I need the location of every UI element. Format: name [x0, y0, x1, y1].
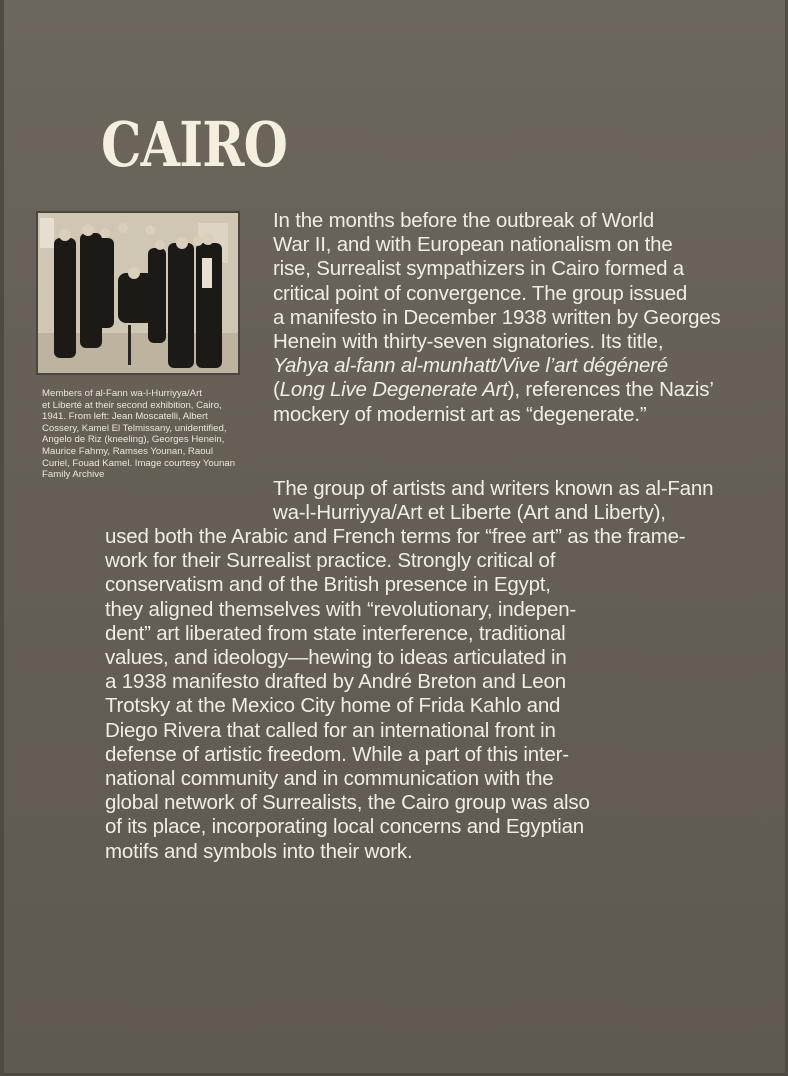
- text-line: conservatism and of the British presence in Egypt,: [105, 573, 551, 597]
- text-line: In the months before the outbreak of World: [273, 209, 654, 232]
- text-line: Henein with thirty-seven signatories. Its title,: [273, 330, 664, 354]
- text-line: values, and ideology—hewing to ideas articulated in: [105, 646, 567, 670]
- photo-image: [38, 213, 238, 373]
- text-line: dent” art liberated from state interference, traditional: [105, 621, 566, 645]
- text-line: [273, 354, 721, 378]
- text-line: national community and in communication with the: [105, 767, 554, 791]
- text-line: Trotsky at the Mexico City home of Frida Kahlo and: [105, 694, 561, 718]
- caption-line: 1941. From left: Jean Moscatelli, Albert: [42, 411, 208, 423]
- text-line: they aligned themselves with “revolutionary, indepen-: [105, 597, 577, 621]
- text-line: motifs and symbols into their work.: [105, 839, 413, 863]
- text-line: The group of artists and writers known as al-Fann: [273, 477, 714, 500]
- text-line: [273, 378, 721, 402]
- body-paragraph: [105, 525, 685, 864]
- text-line: global network of Surrealists, the Cairo group was also: [105, 791, 590, 815]
- historical-group-photo: [38, 213, 238, 373]
- text-line: War II, and with European nationalism on the: [273, 233, 673, 257]
- text-fragment: ), references the Nazis’: [507, 378, 714, 402]
- caption-line: Curiel, Fouad Kamel. Image courtesy Younan: [42, 457, 236, 469]
- text-line: used both the Arabic and French terms for “free art” as the frame-: [105, 525, 686, 548]
- intro-paragraph: [273, 209, 721, 427]
- text-line: critical point of convergence. The group issued: [273, 281, 688, 305]
- text-line: of its place, incorporating local concerns and Egyptian: [105, 815, 585, 839]
- page-title: CAIRO: [101, 108, 288, 181]
- text-line: mockery of modernist art as “degenerate.”: [273, 402, 647, 426]
- manifesto-title: Yahya al-fann al-munhatt/Vive l’art dégéneré: [273, 354, 668, 378]
- body-paragraph-start: [273, 477, 713, 525]
- manifesto-translation: Long Live Degenerate Art: [279, 378, 508, 402]
- paren: (: [273, 378, 280, 402]
- text-line: a 1938 manifesto drafted by André Breton and Leon: [105, 670, 566, 694]
- caption-line: Members of al-Fann wa-l-Hurriyya/Art: [42, 388, 202, 399]
- caption-line: Cossery, Kamel El Telmissany, unidentified,: [42, 422, 227, 434]
- caption-line: Angelo de Riz (kneeling), Georges Henein,: [42, 434, 225, 446]
- text-line: wa-l-Hurriyya/Art et Liberte (Art and Liberty),: [273, 501, 666, 525]
- caption-line: Maurice Fahmy, Ramses Younan, Raoul: [42, 445, 213, 457]
- caption-line: Family Archive: [42, 469, 105, 481]
- text-line: work for their Surrealist practice. Strongly critical of: [105, 549, 556, 573]
- photo-caption: [42, 388, 262, 481]
- caption-line: et Liberté at their second exhibition, Cairo,: [42, 399, 222, 411]
- text-line: rise, Surrealist sympathizers in Cairo formed a: [273, 257, 684, 281]
- text-line: defense of artistic freedom. While a part of this inter-: [105, 742, 569, 766]
- text-line: a manifesto in December 1938 written by Georges: [273, 305, 721, 329]
- text-line: Diego Rivera that called for an international front in: [105, 718, 556, 742]
